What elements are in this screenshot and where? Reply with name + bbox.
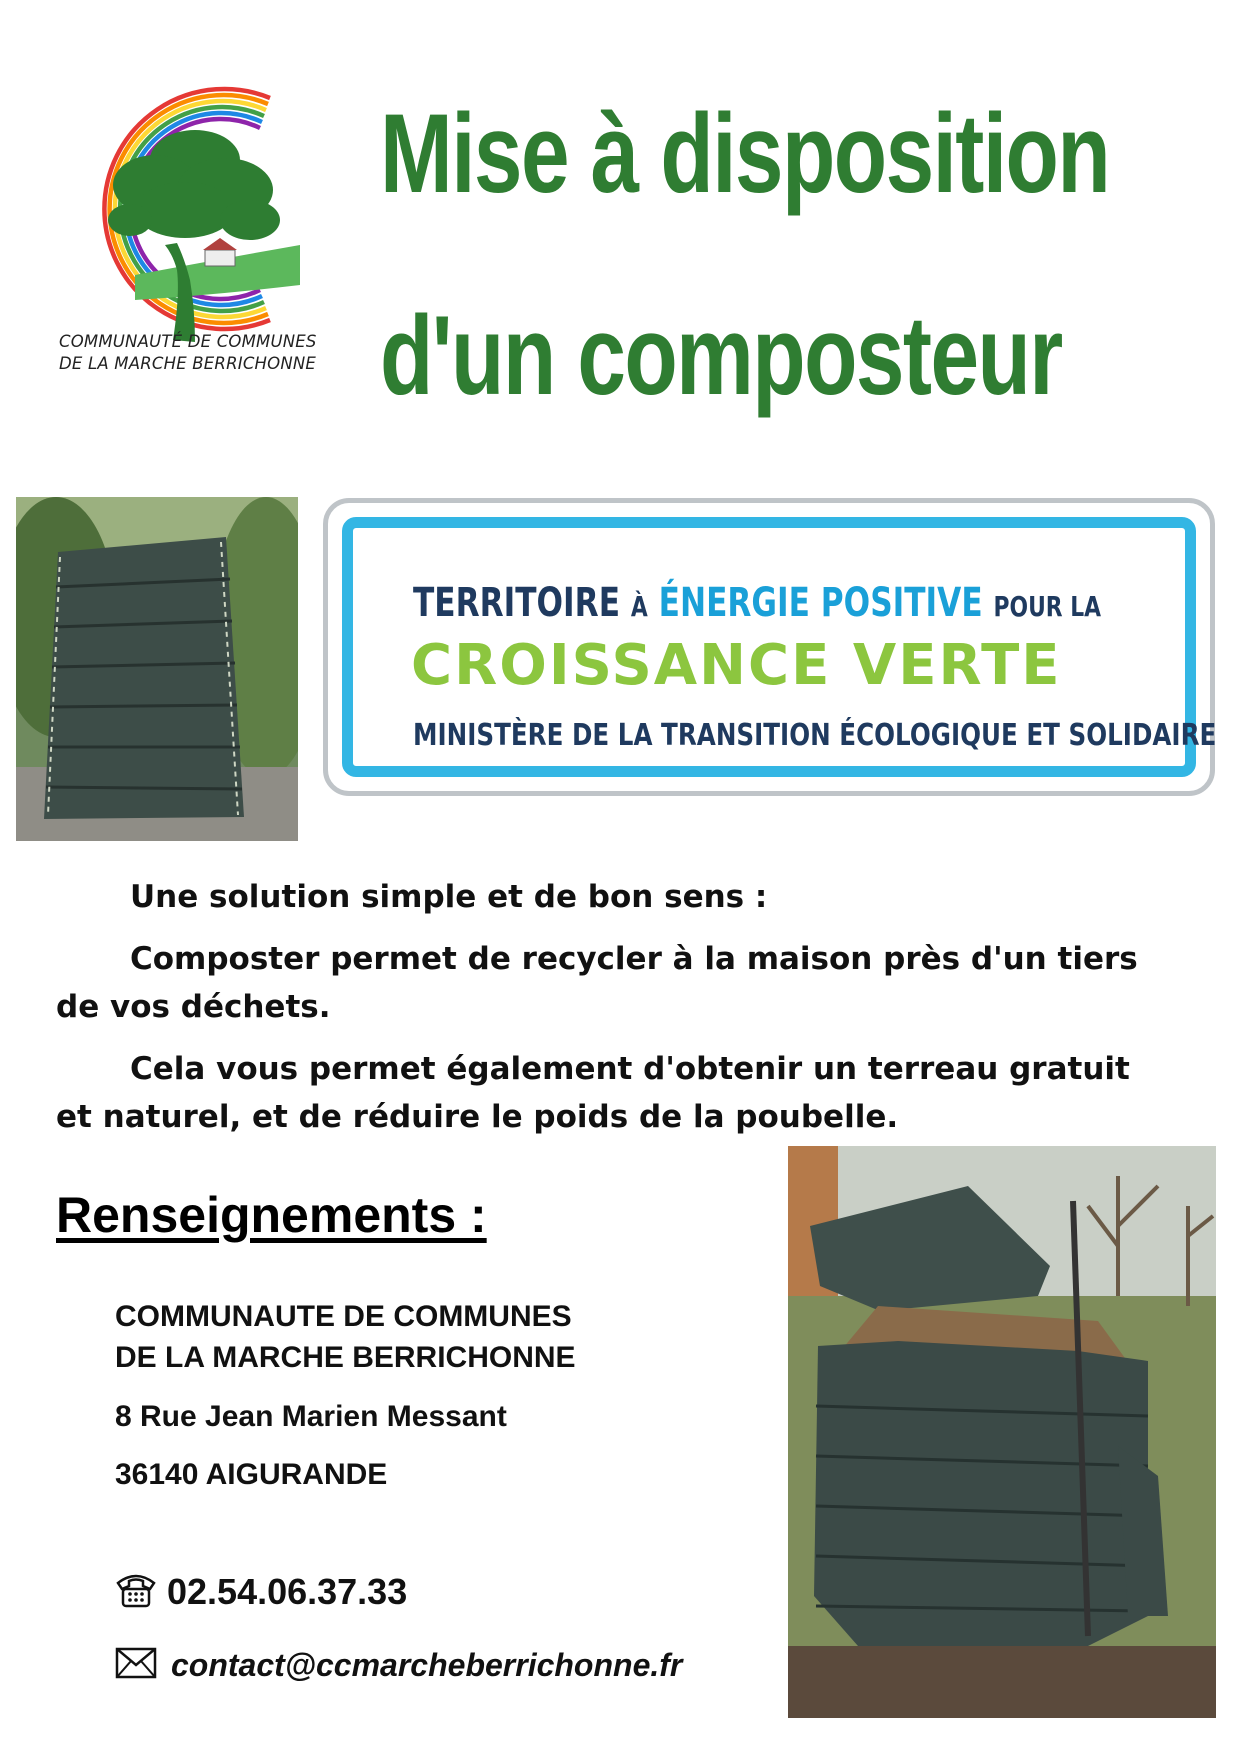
envelope-icon bbox=[115, 1647, 157, 1684]
body-paragraph-2: Composter permet de recycler à la maison près d'un tiers de vos déchets. bbox=[56, 941, 1138, 1025]
sign-word-pourla: POUR LA bbox=[993, 590, 1102, 623]
sign-word-energie: ÉNERGIE POSITIVE bbox=[658, 580, 983, 626]
sign-line3: MINISTÈRE DE LA TRANSITION ÉCOLOGIQUE ET SOLIDAIRE bbox=[413, 718, 1217, 753]
logo-text-line2: DE LA MARCHE BERRICHONNE bbox=[59, 354, 317, 373]
tepcv-sign bbox=[323, 498, 1215, 796]
address-street: 8 Rue Jean Marien Messant bbox=[115, 1400, 507, 1433]
logo-text-line1: COMMUNAUTÉ DE COMMUNES bbox=[59, 332, 317, 351]
email-row bbox=[115, 1645, 682, 1685]
tepcv-sign-inner bbox=[342, 517, 1217, 777]
info-heading: Renseignements : bbox=[56, 1187, 487, 1243]
phone-row bbox=[115, 1570, 407, 1614]
address-city: 36140 AIGURANDE bbox=[115, 1458, 388, 1491]
sign-word-territoire: TERRITOIRE bbox=[413, 580, 621, 626]
composter-photo-bottom bbox=[788, 1146, 1216, 1718]
community-logo bbox=[55, 80, 355, 420]
sign-line2: CROISSANCE VERTE bbox=[411, 633, 1062, 698]
body-paragraph-1: Une solution simple et de bon sens : bbox=[130, 879, 768, 915]
page-title-line1: Mise à disposition bbox=[380, 91, 1110, 216]
sign-word-a: À bbox=[630, 590, 648, 623]
sign-line1 bbox=[413, 580, 1101, 626]
rainbow-tree-emblem bbox=[55, 80, 355, 370]
org-name-line2: DE LA MARCHE BERRICHONNE bbox=[115, 1341, 576, 1374]
composter-photo-top bbox=[16, 497, 298, 841]
body-paragraph-3: Cela vous permet également d'obtenir un terreau gratuit et naturel, et de réduire le poids de la poubelle. bbox=[56, 1051, 1130, 1135]
email-link[interactable]: contact@ccmarcheberrichonne.fr bbox=[171, 1646, 683, 1683]
page-title-line2: d'un composteur bbox=[380, 293, 1062, 418]
phone-number[interactable]: 02.54.06.37.33 bbox=[167, 1571, 408, 1612]
telephone-icon bbox=[115, 1571, 157, 1614]
org-name-line1: COMMUNAUTE DE COMMUNES bbox=[115, 1300, 572, 1333]
